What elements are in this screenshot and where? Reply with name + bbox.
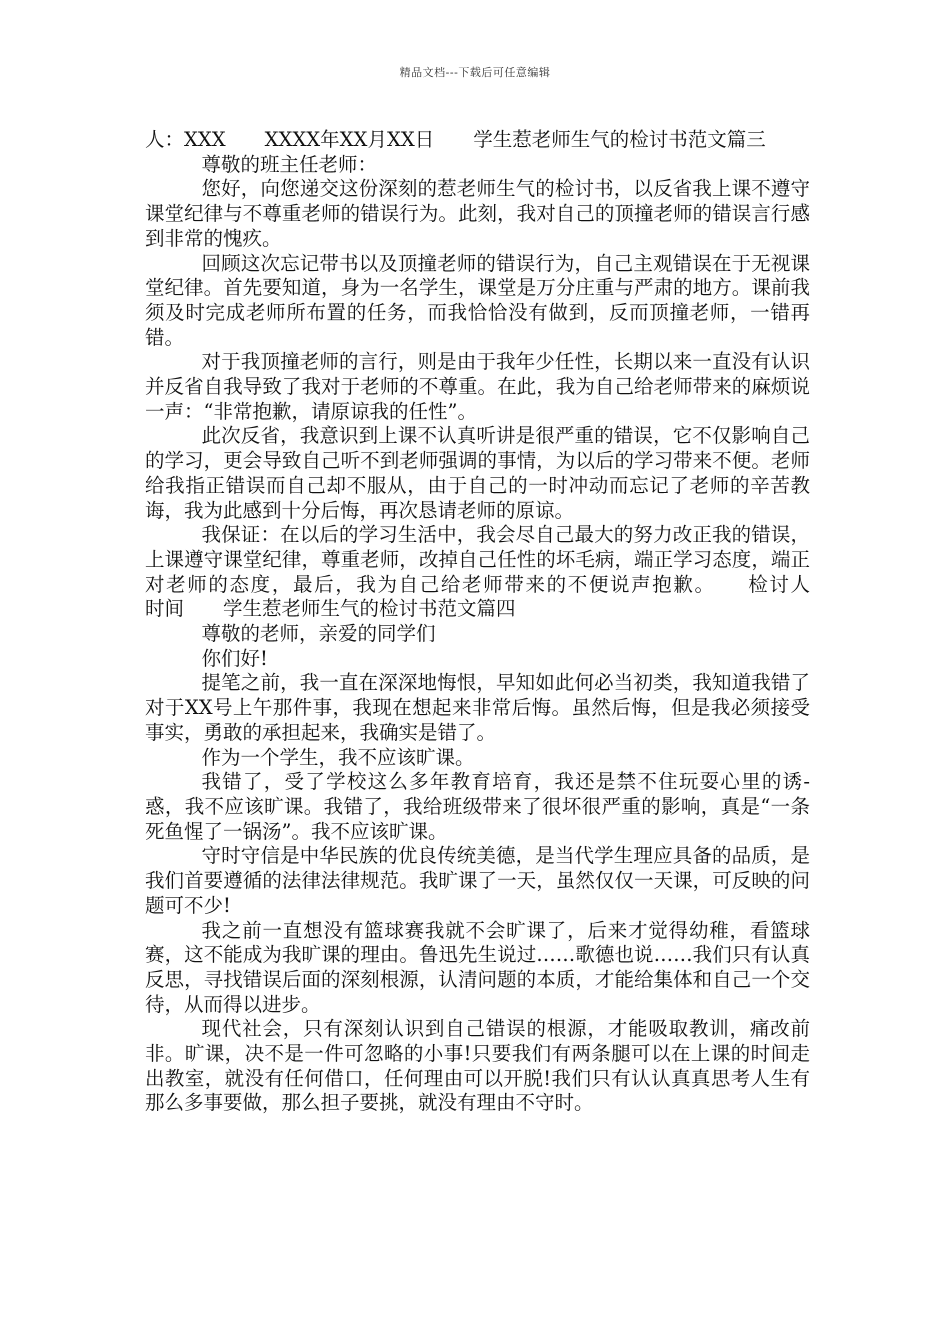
paragraph-6: 我保证：在以后的学习生活中，我会尽自己最大的努力改正我的错误，上课遵守课堂纪律，尊重老师，改掉自己任性的坏毛病，端正学习态度，端正对老师的态度，最后，我为自己给老师带来的不便说声抱歉。 检讨人 时间 学生惹老师生气的检讨书范文篇四 [145, 523, 850, 621]
paragraph-10: 守时守信是中华民族的优良传统美德，是当代学生理应具备的品质，是我们首要遵循的法律法律规范。我旷课了一天，虽然仅仅一天课，可反映的问题可不少! [145, 844, 810, 917]
paragraph-12: 现代社会，只有深刻认识到自己错误的根源，才能吸取教训，痛改前非。旷课，决不是一件可忽略的小事!只要我们有两条腿可以在上课的时间走出教室，就没有任何借口，任何理由可以开脱!我们只有认认真真思考人生有那么多事要做，那么担子要挑，就没有理由不守时。 [145, 1017, 810, 1115]
page-header-note: 精品文档---下载后可任意编辑 [399, 66, 551, 79]
paragraph-7: 提笔之前，我一直在深深地悔恨，早知如此何必当初类，我知道我错了对于XX号上午那件事，我现在想起来非常后悔。虽然后悔，但是我必须接受事实，勇敢的承担起来，我确实是错了。 [145, 671, 810, 744]
paragraph-1: 人：XXX XXXX年XX月XX日 学生惹老师生气的检讨书范文篇三 [145, 128, 766, 151]
paragraph-8: 作为一个学生，我不应该旷课。 [201, 745, 475, 769]
paragraph-11: 我之前一直想没有篮球赛我就不会旷课了，后来才觉得幼稚，看篮球赛，这不能成为我旷课的理由。鲁迅先生说过……歌德也说……我们只有认真反思，寻找错误后面的深刻根源，认清问题的本质，才能给集体和自己一个交待，从而得以进步。 [145, 918, 810, 1016]
document-body [145, 128, 850, 1116]
paragraph-9: 我错了，受了学校这么多年教育培育，我还是禁不住玩耍心里的诱-惑，我不应该旷课。我错了，我给班级带来了很坏很严重的影响，真是“一条死鱼惺了一锅汤”。我不应该旷课。 [145, 770, 810, 843]
greeting: 你们好! [201, 646, 268, 670]
paragraph-3: 回顾这次忘记带书以及顶撞老师的错误行为，自己主观错误在于无视课堂纪律。首先要知道，身为一名学生，课堂是万分庄重与严肃的地方。课前我须及时完成老师所布置的任务，而我恰恰没有做到，反而顶撞老师，一错再错。 [145, 251, 810, 349]
salutation-2: 尊敬的老师，亲爱的同学们 [201, 622, 436, 646]
paragraph-2: 您好，向您递交这份深刻的惹老师生气的检讨书，以反省我上课不遵守课堂纪律与不尊重老师的错误行为。此刻，我对自己的顶撞老师的错误言行感到非常的愧疚。 [145, 177, 810, 250]
salutation: 尊敬的班主任老师： [201, 152, 378, 176]
paragraph-4: 对于我顶撞老师的言行，则是由于我年少任性，长期以来一直没有认识并反省自我导致了我对于老师的不尊重。在此，我为自己给老师带来的麻烦说一声：“非常抱歉，请原谅我的任性”。 [145, 350, 810, 423]
paragraph-5: 此次反省，我意识到上课不认真听讲是很严重的错误，它不仅影响自己的学习，更会导致自己听不到老师强调的事情，为以后的学习带来不便。老师给我指正错误而自己却不服从，由于自己的一时冲动而忘记了老师的辛苦教诲，我为此感到十分后悔，再次恳请老师的原谅。 [145, 424, 810, 522]
